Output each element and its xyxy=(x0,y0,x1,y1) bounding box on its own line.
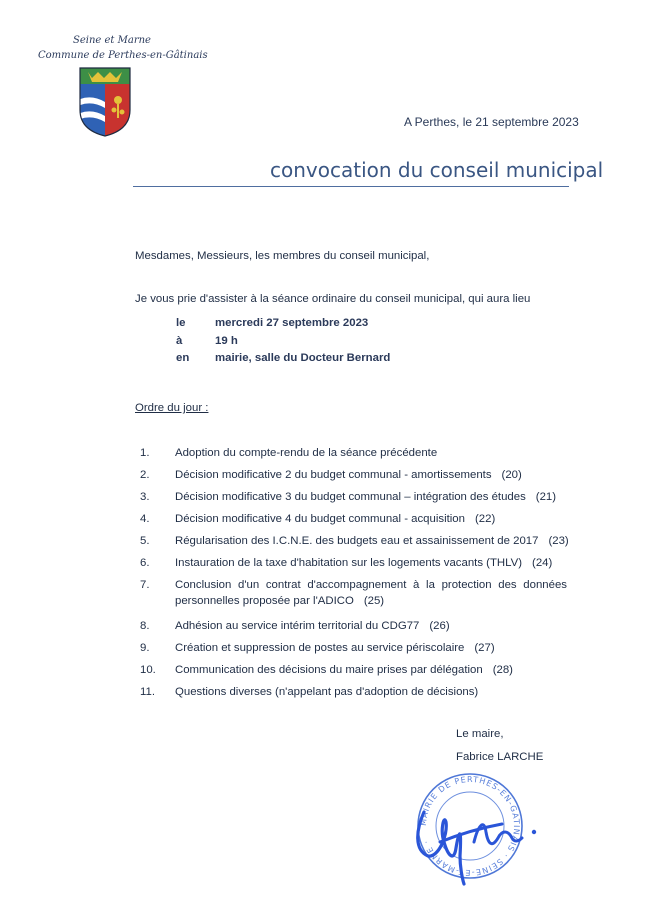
schedule-value-time: 19 h xyxy=(215,335,238,347)
agenda-item-text: Conclusion d'un contrat d'accompagnement à la protection des données personnelles proposée par l'ADICO xyxy=(175,579,567,607)
title-divider xyxy=(133,186,569,187)
page-title: convocation du conseil municipal xyxy=(270,158,604,182)
agenda-item-text: Communication des décisions du maire prises par délégation xyxy=(175,664,483,676)
schedule-label-place: en xyxy=(176,352,190,364)
agenda-item xyxy=(175,664,513,676)
date-line: A Perthes, le 21 septembre 2023 xyxy=(404,115,579,129)
agenda-item-text: Décision modificative 2 du budget communal - amortissements xyxy=(175,469,492,481)
signature-role: Le maire, xyxy=(456,728,504,740)
agenda-item-ref: (27) xyxy=(474,642,495,654)
agenda-number: 9. xyxy=(140,642,150,654)
agenda-item-ref: (28) xyxy=(492,664,513,676)
schedule-value-place: mairie, salle du Docteur Bernard xyxy=(215,352,391,364)
agenda-item xyxy=(175,469,522,481)
agenda-number: 2. xyxy=(140,469,150,481)
agenda-item-text: Questions diverses (n'appelant pas d'adoption de décisions) xyxy=(175,686,479,698)
agenda-item-text: Adoption du compte-rendu de la séance précédente xyxy=(175,447,438,459)
agenda-number: 11. xyxy=(140,686,155,698)
agenda-item xyxy=(175,642,495,654)
agenda-item-ref: (25) xyxy=(363,595,385,607)
agenda-item xyxy=(175,557,552,569)
agenda-item xyxy=(175,620,450,632)
header-department: Seine et Marne xyxy=(73,35,151,46)
agenda-number: 3. xyxy=(140,491,150,503)
agenda-item xyxy=(175,686,478,698)
agenda-item-ref: (21) xyxy=(535,491,557,503)
agenda-item-text: Régularisation des I.C.N.E. des budgets eau et assainissement de 2017 xyxy=(175,535,539,547)
agenda-heading: Ordre du jour : xyxy=(135,402,209,414)
agenda-number: 5. xyxy=(140,535,150,547)
agenda-item-ref: (22) xyxy=(474,513,496,525)
agenda-number: 10. xyxy=(140,664,156,676)
agenda-item xyxy=(175,491,556,503)
agenda-item-ref: (26) xyxy=(429,620,450,632)
agenda-item-text: Instauration de la taxe d'habitation sur les logements vacants (THLV) xyxy=(175,557,523,569)
salutation: Mesdames, Messieurs, les membres du conseil municipal, xyxy=(135,250,430,262)
agenda-number: 4. xyxy=(140,513,150,525)
header-commune: Commune de Perthes-en-Gâtinais xyxy=(38,50,208,61)
agenda-number: 1. xyxy=(140,447,150,459)
agenda-item-ref: (24) xyxy=(532,557,553,569)
svg-text:MAIRIE DE PERTHES-EN-GATINAIS: MAIRIE DE PERTHES-EN-GATINAIS · SEINE-ET-MARNE · xyxy=(418,774,522,878)
signature-name: Fabrice LARCHE xyxy=(456,751,544,763)
agenda-number: 8. xyxy=(140,620,150,632)
agenda-item-text: Adhésion au service intérim territorial du CDG77 xyxy=(175,620,420,632)
agenda-item xyxy=(175,535,569,547)
agenda-item-text: Décision modificative 4 du budget communal - acquisition xyxy=(175,513,465,525)
agenda-item-text: Création et suppression de postes au service périscolaire xyxy=(175,642,465,654)
intro-text: Je vous prie d'assister à la séance ordinaire du conseil municipal, qui aura lieu xyxy=(135,293,531,305)
agenda-item xyxy=(175,447,437,459)
agenda-item-text: Décision modificative 3 du budget communal – intégration des études xyxy=(175,491,526,503)
coat-of-arms-logo xyxy=(78,66,132,138)
agenda-item-ref: (20) xyxy=(501,469,522,481)
agenda-item xyxy=(175,513,495,525)
agenda-item xyxy=(175,577,567,609)
agenda-item-ref: (23) xyxy=(548,535,569,547)
agenda-number: 6. xyxy=(140,557,150,569)
schedule-value-date: mercredi 27 septembre 2023 xyxy=(215,317,369,329)
schedule-label-date: le xyxy=(176,317,186,329)
agenda-number: 7. xyxy=(140,579,150,591)
schedule-label-time: à xyxy=(176,335,183,347)
